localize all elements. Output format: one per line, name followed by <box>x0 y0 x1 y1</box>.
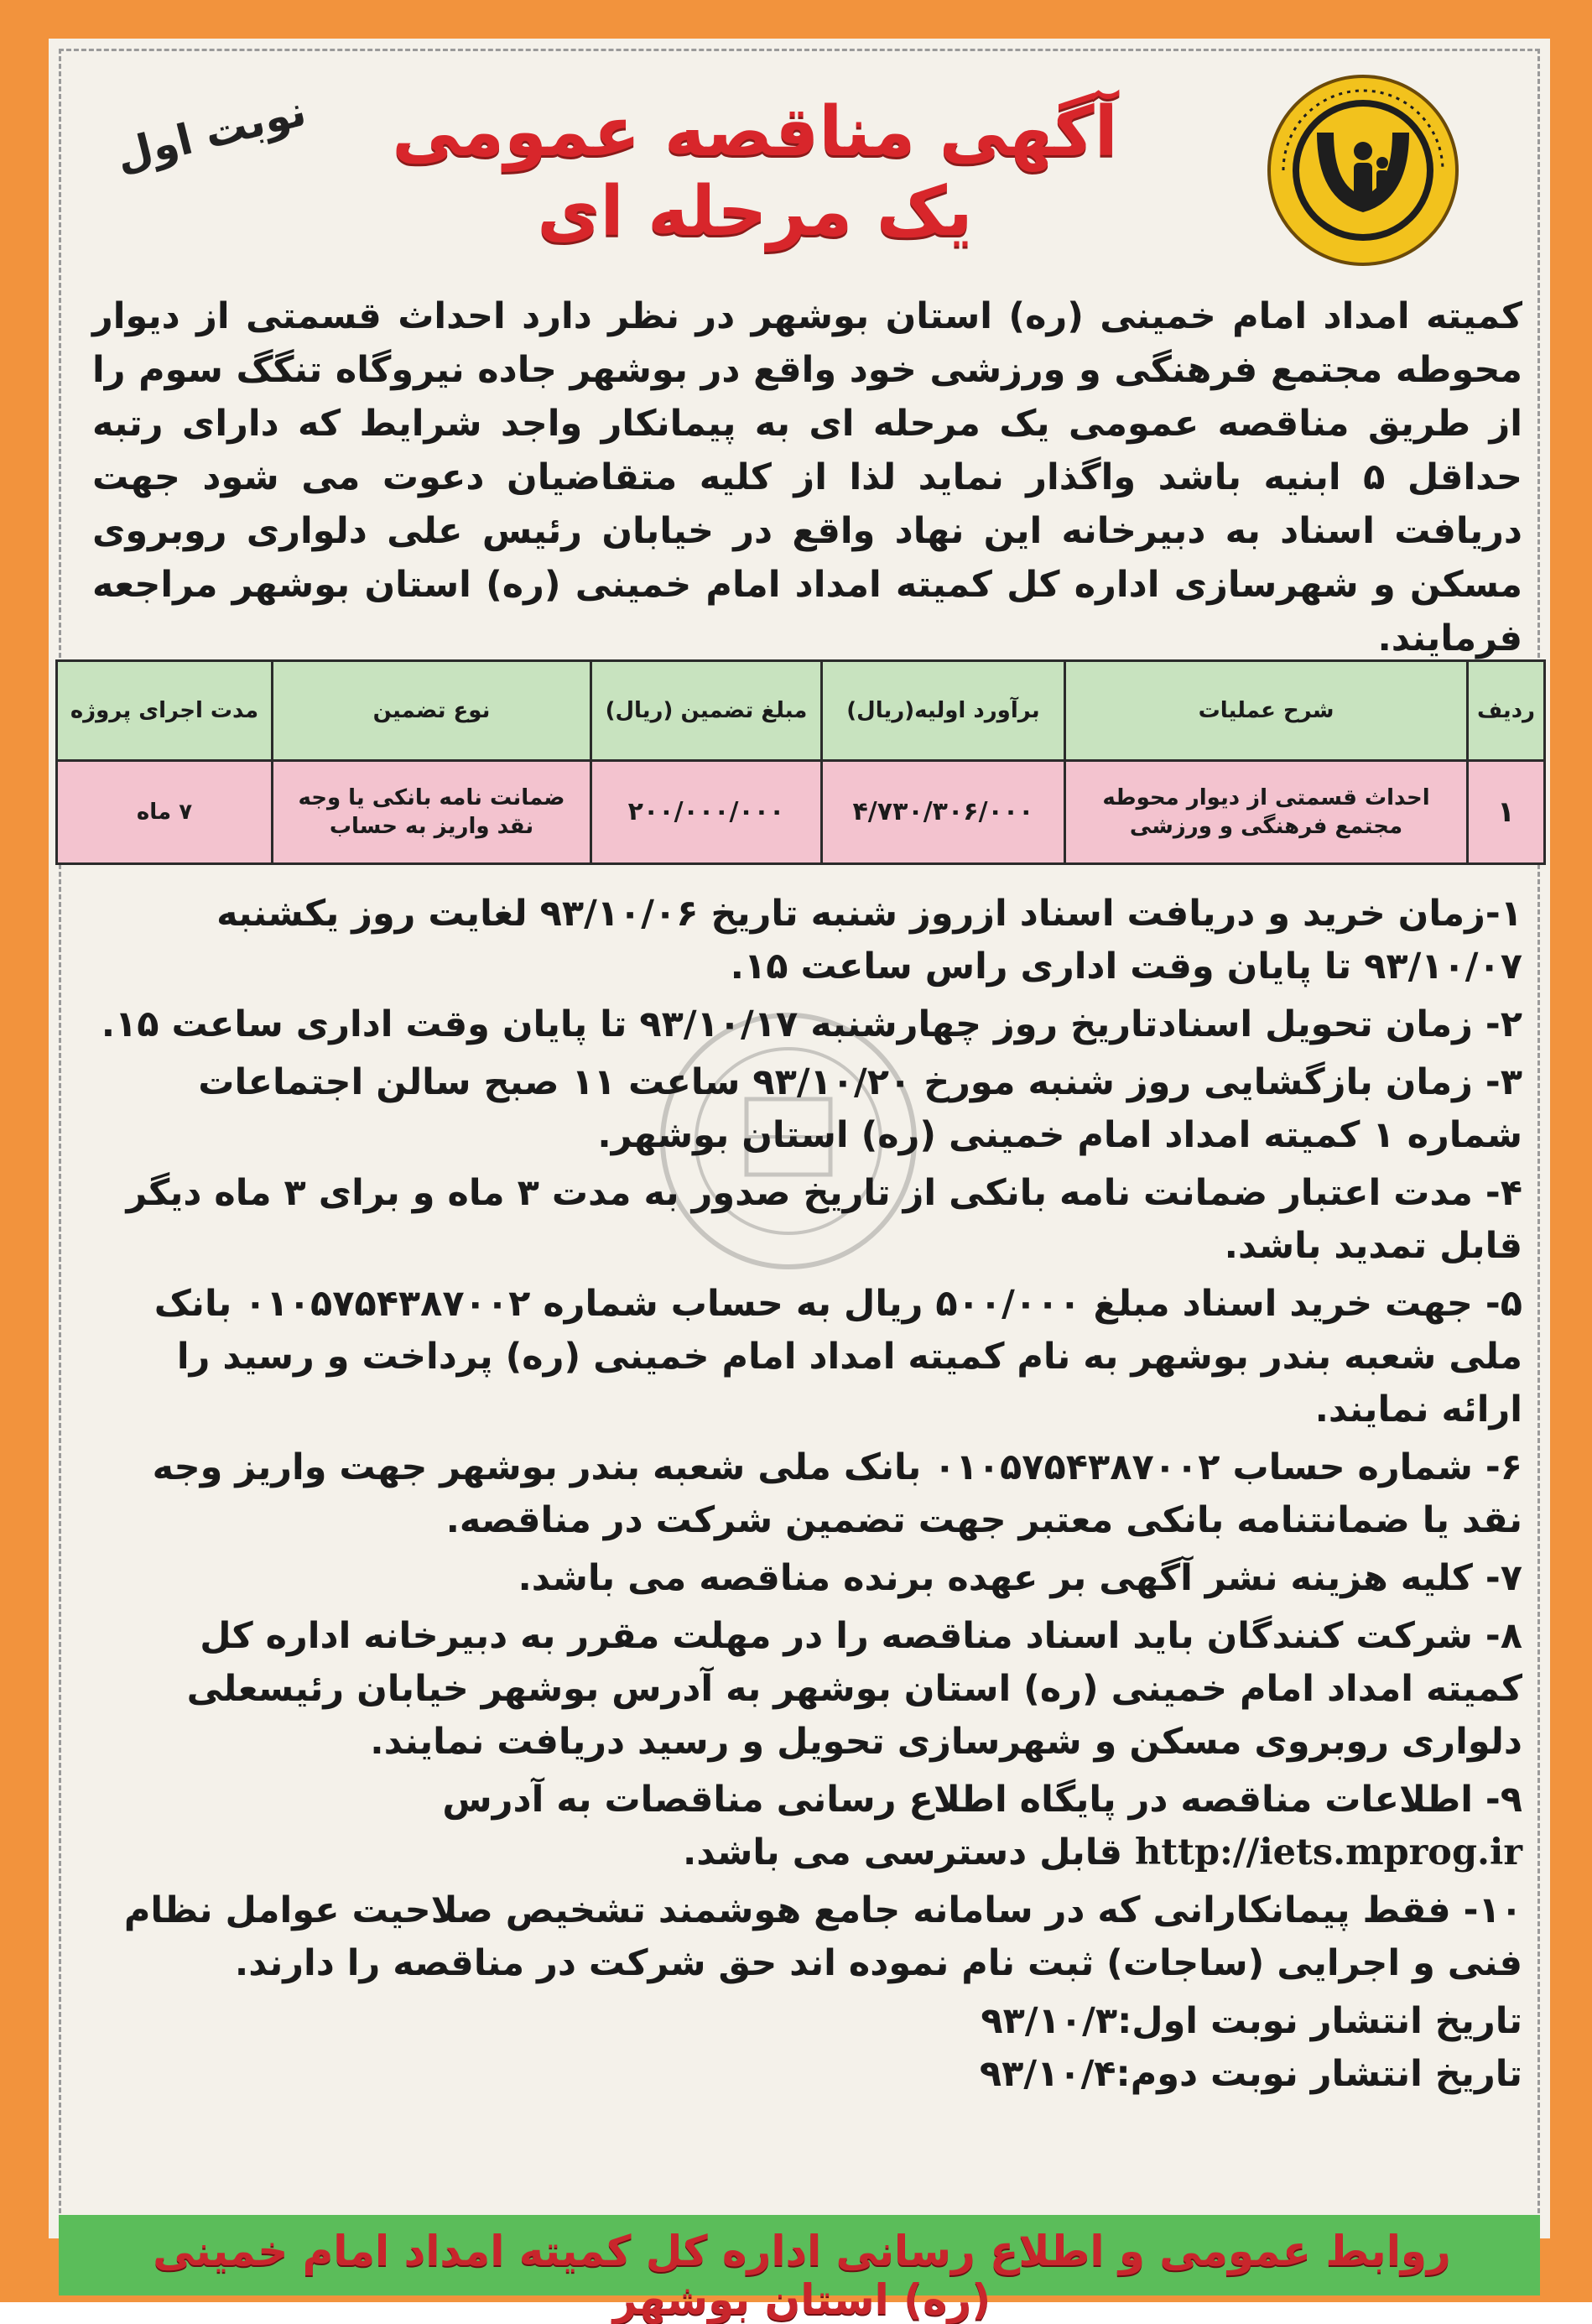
intro-paragraph: کمیته امداد امام خمینی (ره) استان بوشهر در نظر دارد احداث قسمتی از دیوار محوطه مجتمع فرهنگی و ورزشی خود واقع در بوشهر جاده نیروگاه تنگگ سوم را از طریق مناقصه عمومی یک مرحله ای به پیمانکار واجد شرایط که دارای رتبه حداقل ۵ ابنیه باشد واگذار نماید لذا از کلیه متقاضیان دعوت می شود جهت دریافت اسناد به دبیرخانه این نهاد واقع در خیابان رئیس علی دلواری روبروی مسکن و شهرسازی اداره کل کمیته امداد امام خمینی (ره) استان بوشهر مراجعه فرمایند. <box>92 295 1523 659</box>
table-cell: احداث قسمتی از دیوار محوطه مجتمع فرهنگی و ورزشی <box>1065 761 1468 864</box>
round-tag: نوبت اول <box>111 86 311 181</box>
list-item: ۶- شماره حساب ۰۱۰۵۷۵۴۳۸۷۰۰۲ بانک ملی شعبه بندر بوشهر جهت واریز وجه نقد یا ضمانتنامه بانکی معتبر جهت تضمین شرکت در مناقصه. <box>152 1446 1522 1541</box>
table-cell: ۱ <box>1468 761 1545 864</box>
table-header-cell: مدت اجرای پروژه <box>57 661 273 761</box>
table-cell: ۷ ماه <box>57 761 273 864</box>
publish-date-first: تاریخ انتشار نوبت اول:۹۳/۱۰/۳ <box>981 2000 1522 2042</box>
table-header-cell: ردیف <box>1468 661 1545 761</box>
list-item: ۴- مدت اعتبار ضمانت نامه بانکی از تاریخ صدور به مدت ۳ ماه و برای ۳ ماه دیگر قابل تمدید باشد. <box>126 1172 1522 1267</box>
table-header-cell: برآورد اولیه(ریال) <box>822 661 1065 761</box>
table-row <box>57 761 1545 864</box>
footer-text: روابط عمومی و اطلاع رسانی اداره کل کمیته امداد امام خمینی (ره) استان بوشهر <box>153 2227 1451 2324</box>
table-header-cell: نوع تضمین <box>273 661 591 761</box>
footer-banner <box>59 2215 1540 2324</box>
table-cell: ۲۰۰/۰۰۰/۰۰۰ <box>591 761 822 864</box>
tender-portal-link[interactable]: http://iets.mprog.ir <box>1135 1832 1522 1873</box>
publish-date-second: تاریخ انتشار نوبت دوم:۹۳/۱۰/۴ <box>979 2053 1522 2095</box>
list-item-9 <box>92 1774 1522 1879</box>
table-cell: ضمانت نامه بانکی یا وجه نقد واریز به حساب <box>273 761 591 864</box>
table-header-cell: مبلغ تضمین (ریال) <box>591 661 822 761</box>
conditions-list <box>92 888 1522 2101</box>
list-item: ۷- کلیه هزینه نشر آگهی بر عهده برنده مناقصه می باشد. <box>518 1557 1522 1599</box>
tender-table <box>55 659 1543 865</box>
list-item: ۱-زمان خرید و دریافت اسناد ازروز شنبه تاریخ ۹۳/۱۰/۰۶ لغایت روز یکشنبه ۹۳/۱۰/۰۷ تا پایان وقت اداری راس ساعت ۱۵. <box>216 893 1522 987</box>
list-item: ۱۰- فقط پیمانکارانی که در سامانه جامع هوشمند تشخیص صلاحیت عوامل نظام فنی و اجرایی (ساجات) ثبت نام نموده اند حق شرکت در مناقصه را دارند. <box>123 1889 1522 1984</box>
item9-text: ۹- اطلاعات مناقصه در پایگاه اطلاع رسانی مناقصات به آدرس <box>442 1779 1522 1821</box>
table-header-cell: شرح عملیات <box>1065 661 1468 761</box>
emdad-logo-icon <box>1267 74 1459 267</box>
list-item: ۳- زمان بازگشایی روز شنبه مورخ ۹۳/۱۰/۲۰ ساعت ۱۱ صبح سالن اجتماعات شماره ۱ کمیته امداد امام خمینی (ره) استان بوشهر. <box>198 1061 1522 1156</box>
list-item: ۵- جهت خرید اسناد مبلغ ۵۰۰/۰۰۰ ریال به حساب شماره ۰۱۰۵۷۵۴۳۸۷۰۰۲ بانک ملی شعبه بندر بوشهر به نام کمیته امداد امام خمینی (ره) پرداخت و رسید را ارائه نمایند. <box>153 1283 1522 1430</box>
list-item: ۸- شرکت کنندگان باید اسناد مناقصه را در مهلت مقرر به دبیرخانه اداره کل کمیته امداد امام خمینی (ره) استان بوشهر به آدرس بوشهر خیابان رئیسعلی دلواری روبروی مسکن و شهرسازی تحویل و رسید دریافت نمایند. <box>186 1615 1522 1763</box>
table-header-row <box>57 661 1545 761</box>
notice-header <box>84 67 1510 268</box>
list-item: ۲- زمان تحویل اسنادتاریخ روز چهارشنبه ۹۳/۱۰/۱۷ تا پایان وقت اداری ساعت ۱۵. <box>101 1003 1522 1045</box>
table-cell: ۴/۷۳۰/۳۰۶/۰۰۰ <box>822 761 1065 864</box>
notice-title: آگهی مناقصه عمومی یک مرحله ای <box>392 92 1118 252</box>
item9-text-after: قابل دسترسی می باشد. <box>682 1832 1123 1873</box>
